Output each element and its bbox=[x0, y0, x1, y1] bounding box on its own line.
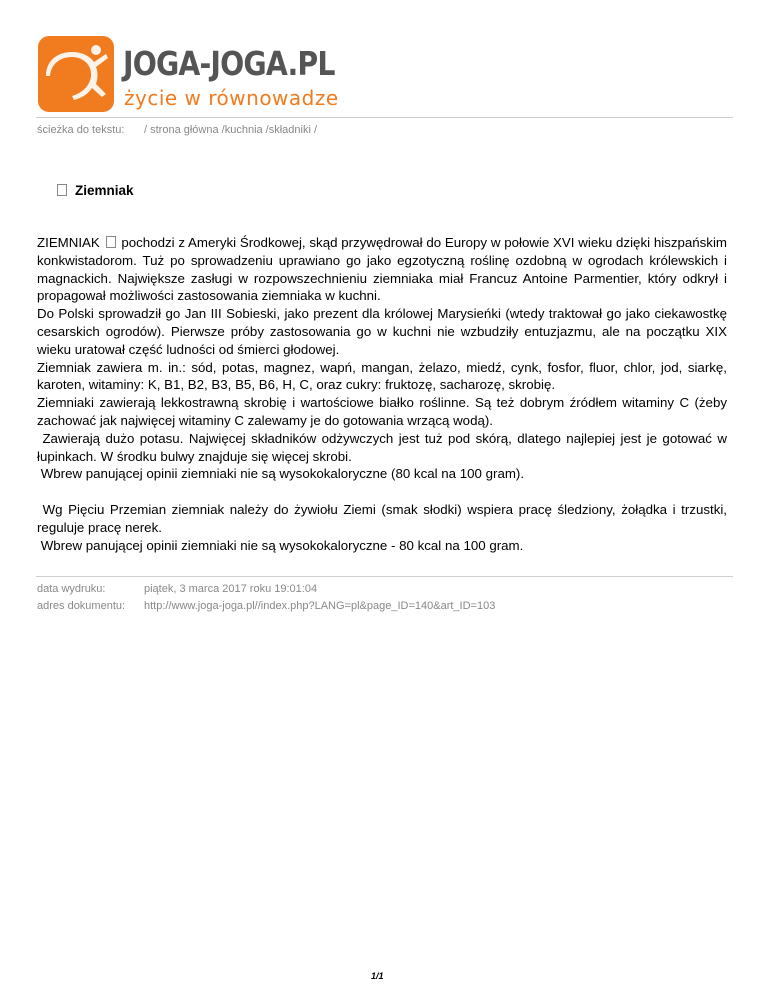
site-header bbox=[38, 36, 358, 112]
document-address-label: adres dokumentu: bbox=[37, 600, 126, 612]
article-body bbox=[37, 234, 731, 555]
paragraph: Ziemniak zawiera m. in.: sód, potas, magnez, wapń, mangan, żelazo, miedź, cynk, fosfor, fluor, chlor, jod, siarkę, karoten, witaminy: K, B1, B2, B3, B5, B6, H, C, oraz cukry: fruktozę, sacharozę, skrobię. bbox=[37, 359, 727, 393]
paragraph: Wbrew panującej opinii ziemniaki nie są wysokokaloryczne (80 kcal na 100 gram). bbox=[37, 466, 525, 482]
header-divider bbox=[36, 117, 733, 118]
paragraph-text: pochodzi z Ameryki Środkowej, skąd przywędrował do Europy w połowie XVI wieku dzięki hiszpańskim konkwistadorom. Tuż po sprowadzeniu uprawiano go jako egzotyczną roślinę ozdobną w ogrodach królewskich i magnackich. Największe zasługi w rozpowszechnieniu ziemniaka miał Francuz Antoine Parmentier, który odkrył i propagował możliwości zastosowania ziemniaka w kuchni. bbox=[37, 235, 727, 304]
article-title-text: Ziemniak bbox=[75, 183, 134, 198]
paragraph: Do Polski sprowadził go Jan III Sobieski, jako prezent dla królowej Marysieńki (wtedy traktował go jako ciekawostkę cesarskich ogrodów). Pierwsze próby zastosowania go w kuchni nie wzbudziły entuzjazmu, ale na początku XIX wieku uratował część ludności od śmierci głodowej. bbox=[37, 306, 727, 357]
breadcrumb-label: ścieżka do tekstu: bbox=[37, 124, 125, 136]
paragraph bbox=[37, 234, 727, 305]
print-date-label: data wydruku: bbox=[37, 583, 106, 595]
page-number: 1/1 bbox=[371, 971, 384, 981]
footer-divider bbox=[36, 576, 733, 577]
missing-glyph-icon bbox=[57, 184, 67, 196]
breadcrumb: / strona główna /kuchnia /składniki / bbox=[144, 124, 318, 136]
article-title bbox=[57, 183, 134, 198]
print-date-value: piątek, 3 marca 2017 roku 19:01:04 bbox=[144, 583, 318, 595]
paragraph: Wbrew panującej opinii ziemniaki nie są wysokokaloryczne - 80 kcal na 100 gram. bbox=[37, 537, 524, 553]
paragraph: Wg Pięciu Przemian ziemniak należy do żywiołu Ziemi (smak słodki) wspiera pracę śledziony, żołądka i trzustki, reguluje pracę nerek. bbox=[37, 502, 731, 535]
document-address-link[interactable]: http://www.joga-joga.pl//index.php?LANG=pl&page_ID=140&art_ID=103 bbox=[144, 600, 496, 612]
paragraph: Ziemniaki zawierają lekkostrawną skrobię i wartościowe białko roślinne. Są też dobrym źródłem witaminy C (żeby zachować jak najwięcej witaminy C zalewamy je do gotowania wrzącą wodą). bbox=[37, 395, 727, 428]
paragraph: Zawierają dużo potasu. Najwięcej składników odżywczych jest tuż pod skórą, dlatego najlepiej jest je gotować w łupinkach. W środku bulwy znajduje się więcej skrobi. bbox=[37, 430, 731, 464]
lead-word: ZIEMNIAK bbox=[37, 235, 100, 250]
logo-icon bbox=[38, 36, 114, 112]
missing-glyph-icon bbox=[106, 236, 116, 248]
brand-name: JOGA-JOGA.PL bbox=[123, 44, 335, 83]
brand-tagline: życie w równowadze bbox=[124, 86, 339, 110]
paragraph-spacer bbox=[37, 483, 727, 501]
